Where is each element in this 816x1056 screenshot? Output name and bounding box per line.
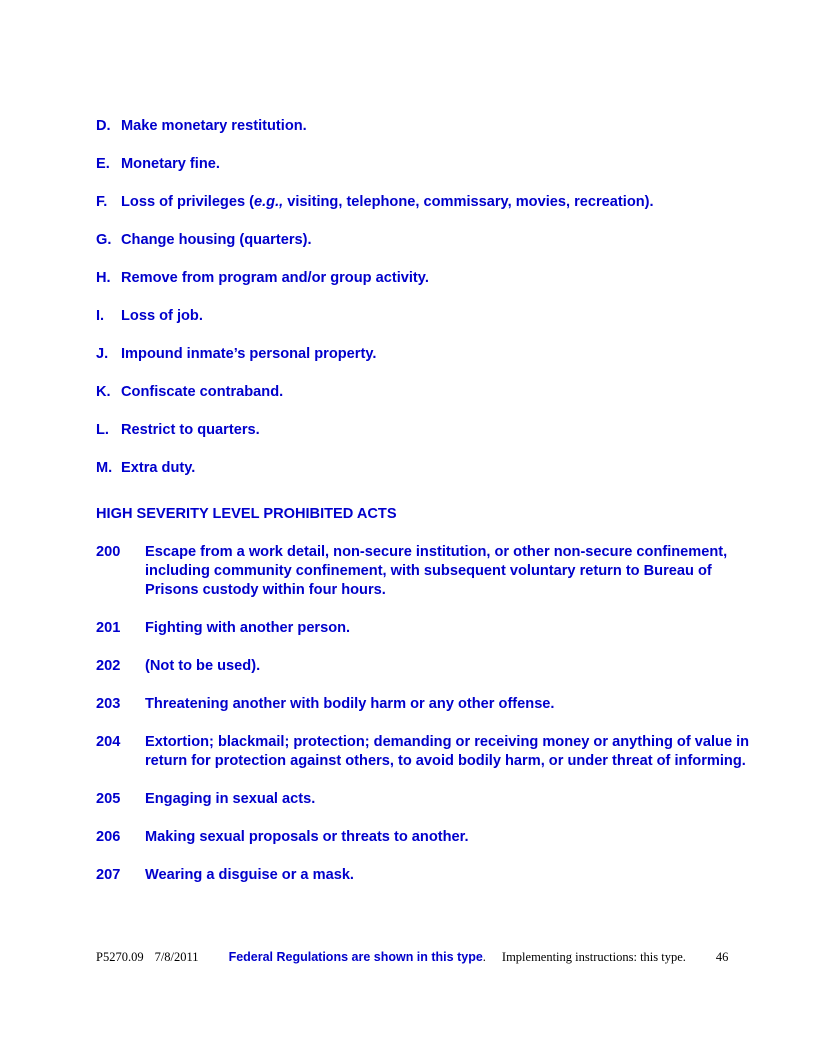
act-text: Extortion; blackmail; protection; demanding or receiving money or anything of value in return for protection against others, to avoid bodily harm, or under threat of informing.	[145, 734, 750, 769]
prohibited-act-item	[96, 866, 756, 885]
prohibited-act-item	[96, 790, 756, 809]
act-code: 204	[96, 734, 121, 750]
item-text	[121, 193, 756, 212]
act-text: Escape from a work detail, non-secure institution, or other non-secure confinement, including community confinement, with subsequent voluntary return to Bureau of Prisons custody within four hours.	[145, 544, 728, 598]
document-body	[96, 117, 756, 904]
item-text-after: visiting, telephone, commissary, movies, recreation).	[283, 194, 654, 210]
item-text: Confiscate contraband.	[121, 384, 284, 400]
list-item	[96, 383, 756, 402]
list-item	[96, 231, 756, 250]
list-item	[96, 193, 756, 212]
item-text: Monetary fine.	[121, 156, 220, 172]
item-text: Make monetary restitution.	[121, 118, 307, 134]
act-code: 206	[96, 829, 121, 845]
act-text: (Not to be used).	[145, 658, 261, 674]
prohibited-act-item	[96, 657, 756, 676]
prohibited-act-item	[96, 733, 756, 771]
page-number: 46	[715, 950, 729, 964]
item-text-before: Loss of privileges (	[121, 194, 254, 210]
item-text: Loss of job.	[121, 308, 203, 324]
implementing-instructions-note: Implementing instructions: this type.	[501, 950, 686, 964]
item-text: Restrict to quarters.	[121, 422, 260, 438]
item-letter: J.	[96, 346, 109, 362]
list-item	[96, 155, 756, 174]
act-code: 207	[96, 867, 121, 883]
list-item	[96, 307, 756, 326]
item-letter: D.	[96, 118, 111, 134]
act-text: Wearing a disguise or a mask.	[145, 867, 354, 883]
act-text: Engaging in sexual acts.	[145, 791, 316, 807]
doc-number: P5270.09	[96, 950, 144, 964]
item-letter: E.	[96, 156, 110, 172]
federal-regulations-note: Federal Regulations are shown in this type	[228, 950, 483, 964]
item-text: Remove from program and/or group activity.	[121, 270, 429, 286]
item-letter: L.	[96, 422, 109, 438]
federal-note-period: .	[482, 950, 486, 964]
item-letter: H.	[96, 270, 111, 286]
item-letter: G.	[96, 232, 112, 248]
item-text: Change housing (quarters).	[121, 232, 312, 248]
item-letter: M.	[96, 460, 113, 476]
list-item	[96, 269, 756, 288]
act-code: 201	[96, 620, 121, 636]
item-text: Impound inmate’s personal property.	[121, 346, 377, 362]
act-code: 200	[96, 544, 121, 560]
doc-date: 7/8/2011	[154, 950, 199, 964]
item-letter: K.	[96, 384, 111, 400]
act-text: Fighting with another person.	[145, 620, 351, 636]
prohibited-act-item	[96, 828, 756, 847]
act-text: Threatening another with bodily harm or any other offense.	[145, 696, 555, 712]
prohibited-act-item	[96, 543, 756, 600]
item-text-italic: e.g.,	[254, 194, 284, 210]
item-letter: I.	[96, 308, 105, 324]
prohibited-act-item	[96, 619, 756, 638]
act-code: 205	[96, 791, 121, 807]
list-item	[96, 117, 756, 136]
section-heading: HIGH SEVERITY LEVEL PROHIBITED ACTS	[96, 506, 397, 522]
list-item	[96, 459, 756, 478]
prohibited-act-item	[96, 695, 756, 714]
item-letter: F.	[96, 194, 108, 210]
item-text: Extra duty.	[121, 460, 196, 476]
list-item	[96, 345, 756, 364]
list-item	[96, 421, 756, 440]
act-text: Making sexual proposals or threats to another.	[145, 829, 469, 845]
act-code: 202	[96, 658, 121, 674]
act-code: 203	[96, 696, 121, 712]
page-footer	[96, 950, 736, 965]
